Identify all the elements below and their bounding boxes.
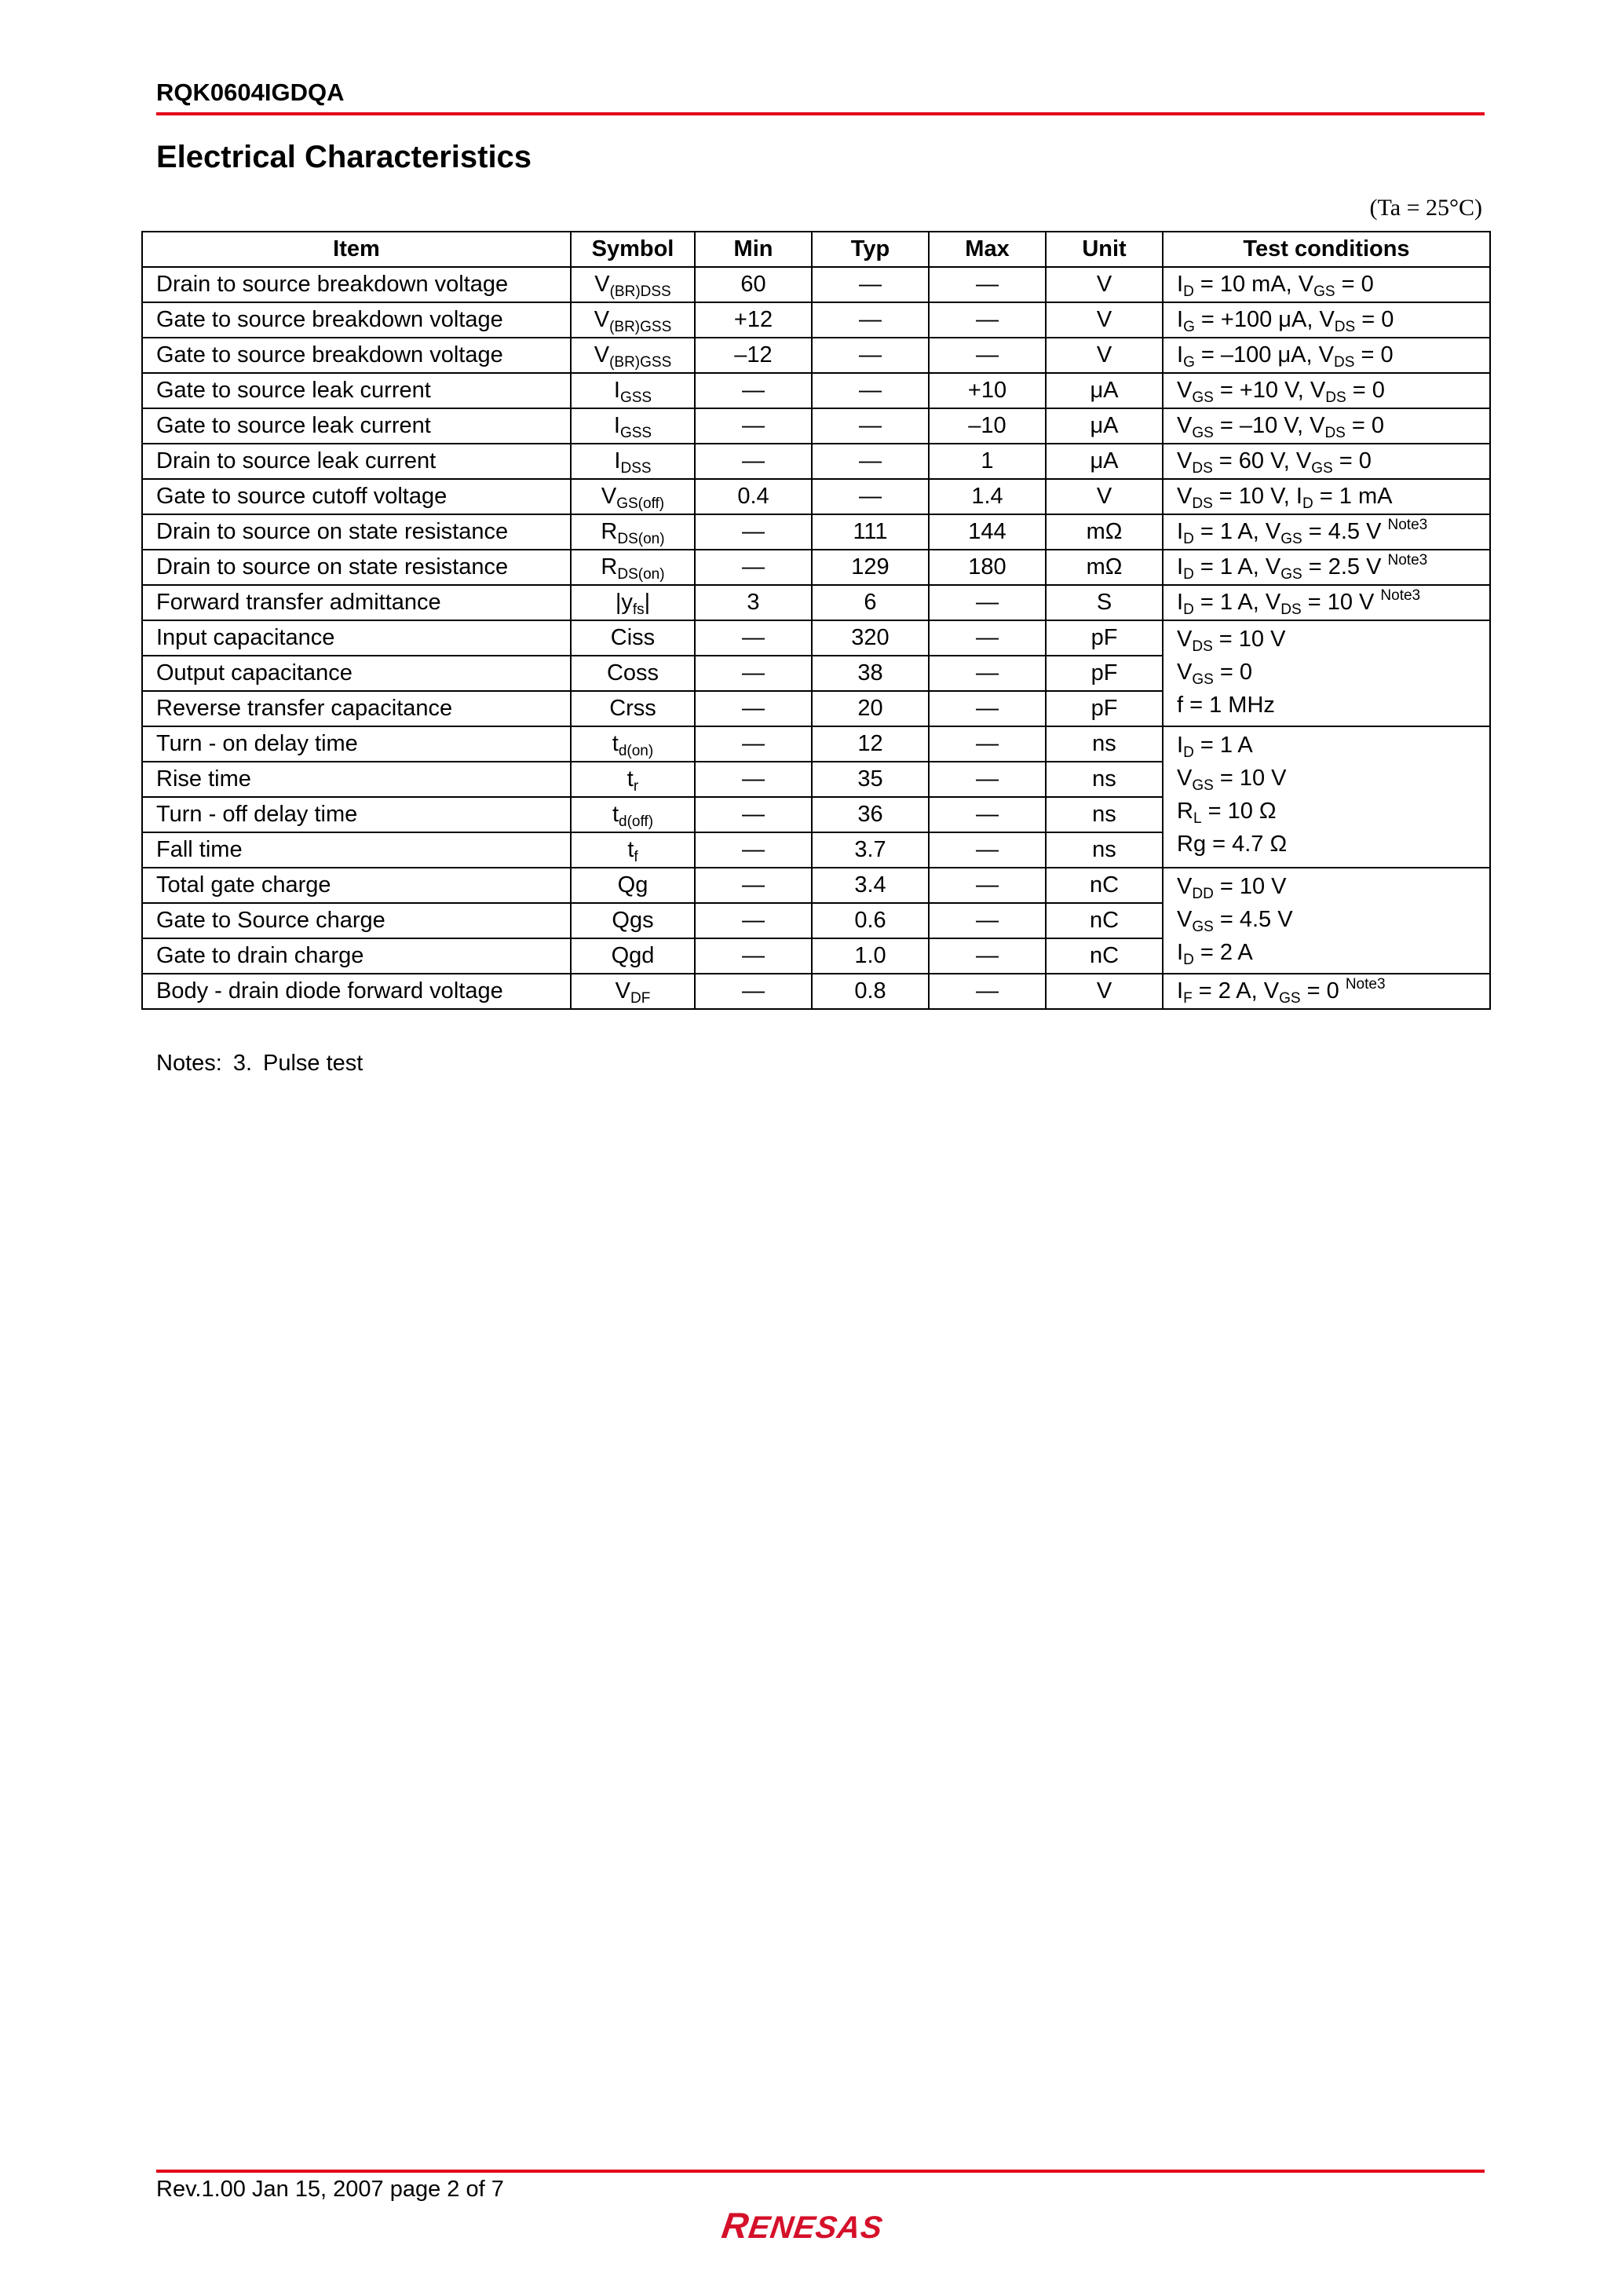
unit-cell: nC xyxy=(1046,868,1163,903)
max-cell: +10 xyxy=(929,373,1046,408)
min-cell: 0.4 xyxy=(695,479,812,514)
note-text: Pulse test xyxy=(263,1051,363,1076)
item-cell: Turn - off delay time xyxy=(142,797,571,832)
item-cell: Gate to Source charge xyxy=(142,903,571,938)
typ-cell: 35 xyxy=(812,762,929,797)
condition-cell: $I_D = 1$ A, $V_{DS} = 10$ V $^{Note3}$ xyxy=(1163,585,1490,620)
item-cell: Drain to source breakdown voltage xyxy=(142,267,571,302)
symbol-cell: $t_f$ xyxy=(571,832,695,868)
min-cell: — xyxy=(695,726,812,762)
max-cell: — xyxy=(929,832,1046,868)
max-cell: –10 xyxy=(929,408,1046,444)
typ-cell: — xyxy=(812,444,929,479)
unit-cell: S xyxy=(1046,585,1163,620)
typ-cell: 6 xyxy=(812,585,929,620)
min-cell: — xyxy=(695,408,812,444)
min-cell: — xyxy=(695,832,812,868)
typ-cell: 320 xyxy=(812,620,929,656)
symbol-cell: $I_{GSS}$ xyxy=(571,373,695,408)
unit-cell: μA xyxy=(1046,444,1163,479)
min-cell: — xyxy=(695,762,812,797)
typ-cell: 36 xyxy=(812,797,929,832)
item-cell: Gate to source cutoff voltage xyxy=(142,479,571,514)
table-row xyxy=(142,267,1490,302)
min-cell: +12 xyxy=(695,302,812,338)
header-min: Min xyxy=(695,232,812,267)
typ-cell: 3.7 xyxy=(812,832,929,868)
symbol-cell: $|y_{fs}|$ xyxy=(571,585,695,620)
part-number: RQK0604IGDQA xyxy=(156,79,345,106)
unit-cell: pF xyxy=(1046,620,1163,656)
max-cell: — xyxy=(929,302,1046,338)
table-row xyxy=(142,514,1490,550)
condition-cell: $V_{DS} = 60$ V, $V_{GS} = 0$ xyxy=(1163,444,1490,479)
note-reference: Note3 xyxy=(1345,976,1386,993)
note-reference: Note3 xyxy=(1380,587,1421,605)
table-row xyxy=(142,408,1490,444)
item-cell: Gate to source leak current xyxy=(142,373,571,408)
min-cell: — xyxy=(695,974,812,1009)
typ-cell: — xyxy=(812,302,929,338)
min-cell: 60 xyxy=(695,267,812,302)
max-cell: — xyxy=(929,338,1046,373)
typ-cell: — xyxy=(812,408,929,444)
symbol-cell: $V_{(BR)GSS}$ xyxy=(571,338,695,373)
item-cell: Gate to drain charge xyxy=(142,938,571,974)
min-cell: –12 xyxy=(695,338,812,373)
symbol-cell: Qgd xyxy=(571,938,695,974)
ambient-temperature-note: (Ta = 25°C) xyxy=(1369,195,1482,221)
electrical-characteristics-table xyxy=(141,231,1491,1010)
max-cell: — xyxy=(929,267,1046,302)
max-cell: 1.4 xyxy=(929,479,1046,514)
max-cell: — xyxy=(929,974,1046,1009)
symbol-cell: $R_{DS(on)}$ xyxy=(571,514,695,550)
header-max: Max xyxy=(929,232,1046,267)
typ-cell: 38 xyxy=(812,656,929,691)
typ-cell: — xyxy=(812,479,929,514)
header-unit: Unit xyxy=(1046,232,1163,267)
footer-revision: Rev.1.00 Jan 15, 2007 page 2 of 7 xyxy=(156,2177,504,2202)
typ-cell: 12 xyxy=(812,726,929,762)
notes-label: Notes: xyxy=(156,1051,222,1076)
typ-cell: 129 xyxy=(812,550,929,585)
unit-cell: ns xyxy=(1046,726,1163,762)
switching-conditions-cell: $I_D = 1$ A $V_{GS} = 10$ V $R_L = 10$ Ω Rg = 4.7 Ω xyxy=(1163,726,1490,868)
item-cell: Total gate charge xyxy=(142,868,571,903)
item-cell: Drain to source leak current xyxy=(142,444,571,479)
item-cell: Drain to source on state resistance xyxy=(142,514,571,550)
max-cell: 180 xyxy=(929,550,1046,585)
item-cell: Drain to source on state resistance xyxy=(142,550,571,585)
notes xyxy=(156,1051,374,1077)
condition-cell: $I_D = 1$ A, $V_{GS} = 2.5$ V $^{Note3}$ xyxy=(1163,550,1490,585)
typ-cell: 0.6 xyxy=(812,903,929,938)
header-item: Item xyxy=(142,232,571,267)
section-title: Electrical Characteristics xyxy=(156,140,532,174)
max-cell: — xyxy=(929,762,1046,797)
symbol-cell: $R_{DS(on)}$ xyxy=(571,550,695,585)
item-cell: Gate to source breakdown voltage xyxy=(142,302,571,338)
footer-rule xyxy=(156,2170,1485,2173)
symbol-cell: $V_{GS(off)}$ xyxy=(571,479,695,514)
table-row xyxy=(142,868,1490,903)
min-cell: — xyxy=(695,514,812,550)
condition-cell: $I_F = 2$ A, $V_{GS} = 0$ $^{Note3}$ xyxy=(1163,974,1490,1009)
table-row xyxy=(142,302,1490,338)
item-cell: Forward transfer admittance xyxy=(142,585,571,620)
table-header-row xyxy=(142,232,1490,267)
min-cell: — xyxy=(695,938,812,974)
unit-cell: V xyxy=(1046,338,1163,373)
min-cell: — xyxy=(695,797,812,832)
condition-cell: $I_G = +100$ μA, $V_{DS} = 0$ xyxy=(1163,302,1490,338)
item-cell: Turn - on delay time xyxy=(142,726,571,762)
note-reference: Note3 xyxy=(1387,517,1428,534)
min-cell: 3 xyxy=(695,585,812,620)
table-row xyxy=(142,620,1490,656)
symbol-cell: Qg xyxy=(571,868,695,903)
table-row xyxy=(142,585,1490,620)
item-cell: Reverse transfer capacitance xyxy=(142,691,571,726)
unit-cell: V xyxy=(1046,479,1163,514)
typ-cell: 1.0 xyxy=(812,938,929,974)
max-cell: 144 xyxy=(929,514,1046,550)
unit-cell: nC xyxy=(1046,903,1163,938)
unit-cell: mΩ xyxy=(1046,514,1163,550)
typ-cell: 111 xyxy=(812,514,929,550)
symbol-cell: $V_{(BR)GSS}$ xyxy=(571,302,695,338)
item-cell: Gate to source leak current xyxy=(142,408,571,444)
table-row xyxy=(142,338,1490,373)
max-cell: — xyxy=(929,938,1046,974)
capacitance-conditions-cell: $V_{DS} = 10$ V $V_{GS} = 0$ f = 1 MHz xyxy=(1163,620,1490,726)
header-symbol: Symbol xyxy=(571,232,695,267)
item-cell: Input capacitance xyxy=(142,620,571,656)
unit-cell: nC xyxy=(1046,938,1163,974)
symbol-cell: $t_{d(on)}$ xyxy=(571,726,695,762)
max-cell: — xyxy=(929,620,1046,656)
typ-cell: 3.4 xyxy=(812,868,929,903)
symbol-cell: $V_{(BR)DSS}$ xyxy=(571,267,695,302)
max-cell: 1 xyxy=(929,444,1046,479)
note-reference: Note3 xyxy=(1387,552,1428,569)
header-rule xyxy=(156,112,1485,115)
unit-cell: ns xyxy=(1046,797,1163,832)
renesas-logo: RENESAS xyxy=(719,2205,886,2246)
symbol-cell: $t_{d(off)}$ xyxy=(571,797,695,832)
note-number: 3. xyxy=(232,1051,253,1076)
unit-cell: mΩ xyxy=(1046,550,1163,585)
typ-cell: — xyxy=(812,373,929,408)
max-cell: — xyxy=(929,903,1046,938)
min-cell: — xyxy=(695,444,812,479)
max-cell: — xyxy=(929,797,1046,832)
item-cell: Fall time xyxy=(142,832,571,868)
table-row xyxy=(142,373,1490,408)
typ-cell: 0.8 xyxy=(812,974,929,1009)
item-cell: Rise time xyxy=(142,762,571,797)
min-cell: — xyxy=(695,550,812,585)
unit-cell: pF xyxy=(1046,656,1163,691)
unit-cell: μA xyxy=(1046,408,1163,444)
typ-cell: — xyxy=(812,267,929,302)
symbol-cell: Ciss xyxy=(571,620,695,656)
symbol-cell: $V_{DF}$ xyxy=(571,974,695,1009)
min-cell: — xyxy=(695,620,812,656)
min-cell: — xyxy=(695,868,812,903)
max-cell: — xyxy=(929,585,1046,620)
item-cell: Output capacitance xyxy=(142,656,571,691)
table-row xyxy=(142,974,1490,1009)
symbol-cell: Qgs xyxy=(571,903,695,938)
typ-cell: — xyxy=(812,338,929,373)
unit-cell: μA xyxy=(1046,373,1163,408)
max-cell: — xyxy=(929,726,1046,762)
min-cell: — xyxy=(695,373,812,408)
symbol-cell: $I_{DSS}$ xyxy=(571,444,695,479)
header-test-conditions: Test conditions xyxy=(1163,232,1490,267)
item-cell: Gate to source breakdown voltage xyxy=(142,338,571,373)
unit-cell: V xyxy=(1046,974,1163,1009)
item-cell: Body - drain diode forward voltage xyxy=(142,974,571,1009)
unit-cell: ns xyxy=(1046,762,1163,797)
unit-cell: V xyxy=(1046,302,1163,338)
gate-charge-conditions-cell: $V_{DD} = 10$ V $V_{GS} = 4.5$ V $I_D = 2$ A xyxy=(1163,868,1490,974)
max-cell: — xyxy=(929,656,1046,691)
condition-cell: $V_{GS} = +10$ V, $V_{DS} = 0$ xyxy=(1163,373,1490,408)
min-cell: — xyxy=(695,656,812,691)
symbol-cell: Crss xyxy=(571,691,695,726)
header-typ: Typ xyxy=(812,232,929,267)
min-cell: — xyxy=(695,903,812,938)
symbol-cell: Coss xyxy=(571,656,695,691)
condition-cell: $I_D = 10$ mA, $V_{GS} = 0$ xyxy=(1163,267,1490,302)
table-row xyxy=(142,726,1490,762)
symbol-cell: $I_{GSS}$ xyxy=(571,408,695,444)
min-cell: — xyxy=(695,691,812,726)
condition-cell: $V_{DS} = 10$ V, $I_D = 1$ mA xyxy=(1163,479,1490,514)
symbol-cell: $t_r$ xyxy=(571,762,695,797)
unit-cell: ns xyxy=(1046,832,1163,868)
max-cell: — xyxy=(929,691,1046,726)
table-row xyxy=(142,444,1490,479)
table-row xyxy=(142,550,1490,585)
typ-cell: 20 xyxy=(812,691,929,726)
table-row xyxy=(142,479,1490,514)
max-cell: — xyxy=(929,868,1046,903)
condition-cell: $I_D = 1$ A, $V_{GS} = 4.5$ V $^{Note3}$ xyxy=(1163,514,1490,550)
condition-cell: $I_G = -100$ μA, $V_{DS} = 0$ xyxy=(1163,338,1490,373)
condition-cell: $V_{GS} = -10$ V, $V_{DS} = 0$ xyxy=(1163,408,1490,444)
unit-cell: pF xyxy=(1046,691,1163,726)
unit-cell: V xyxy=(1046,267,1163,302)
